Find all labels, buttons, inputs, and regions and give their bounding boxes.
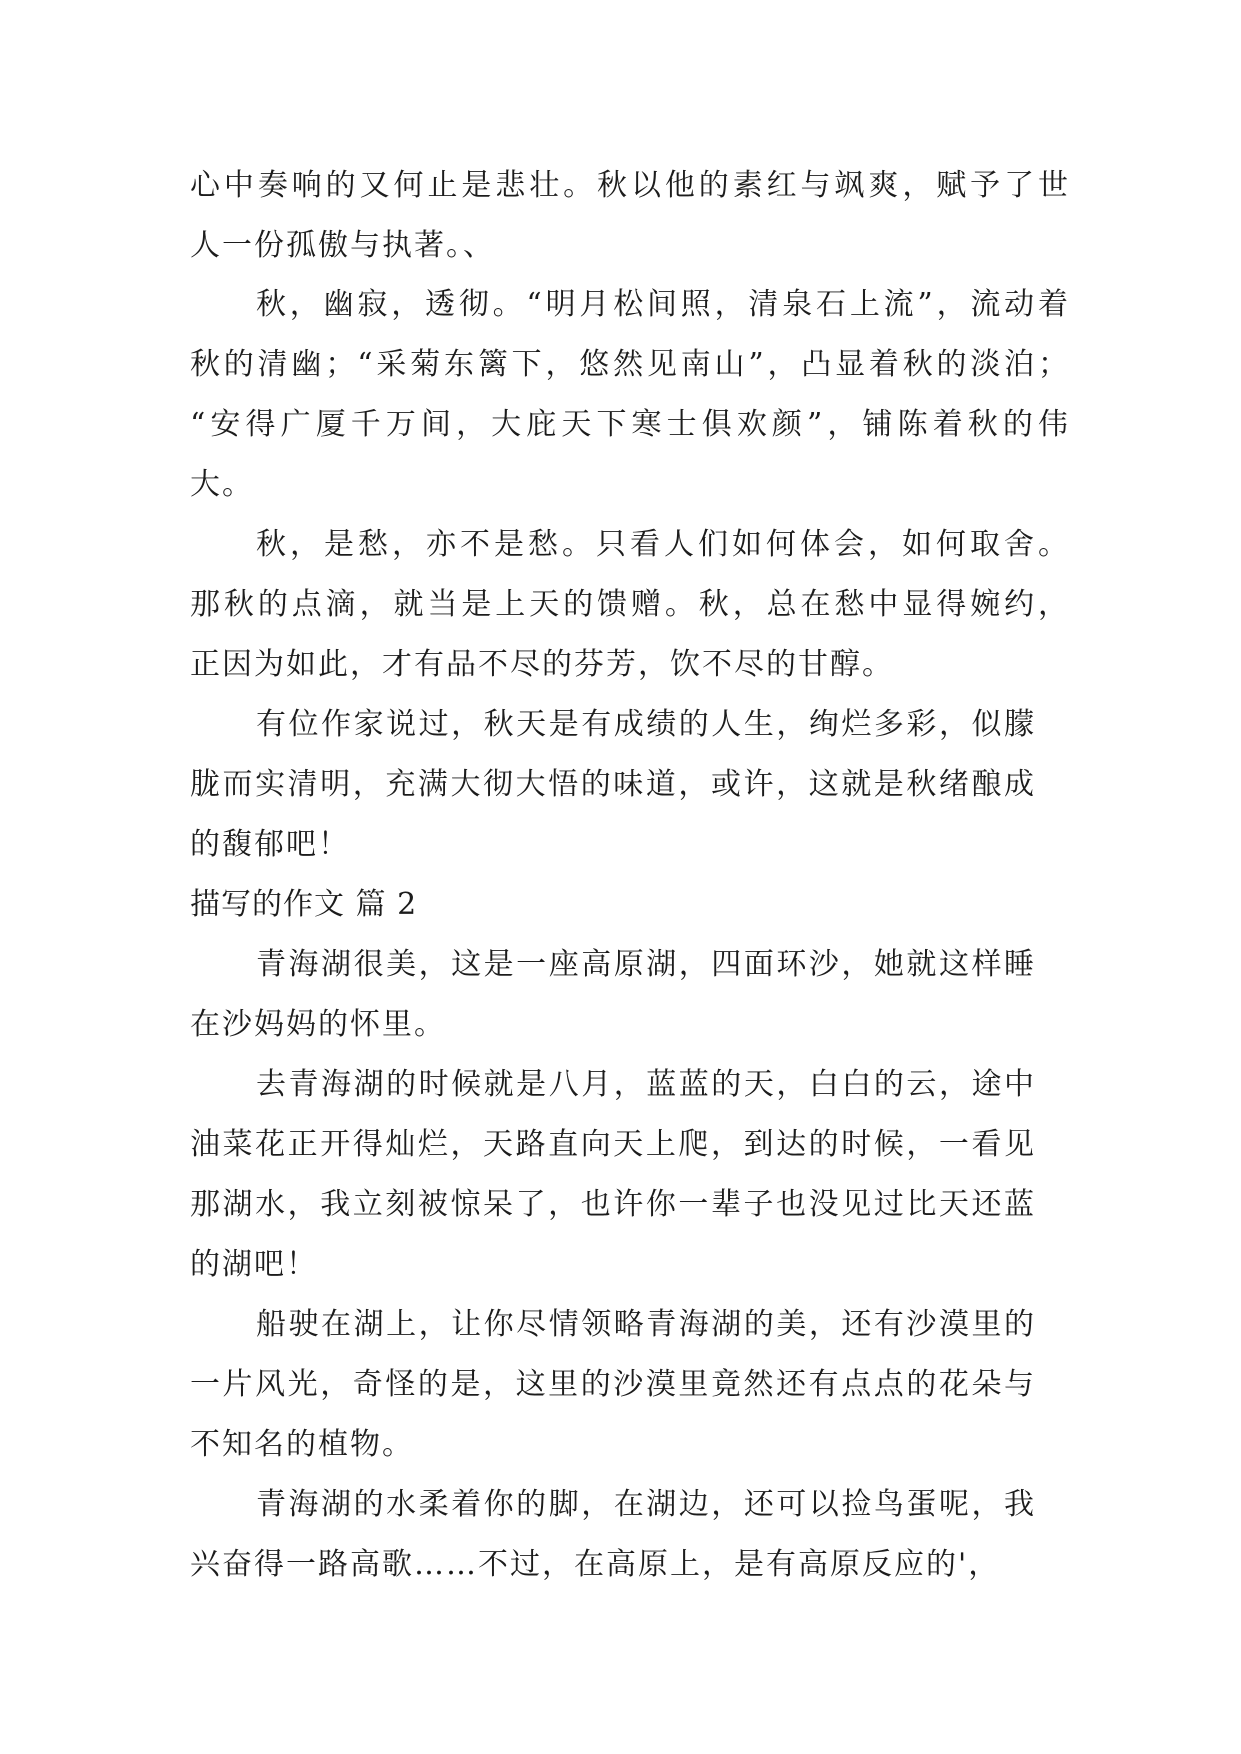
text-line: 正因为如此，才有品不尽的芬芳，饮不尽的甘醇。: [190, 647, 894, 682]
text-line: 心中奏响的又何止是悲壮。秋以他的素红与飒爽，赋予了世: [190, 168, 1070, 203]
paragraph-first-line: 有位作家说过，秋天是有成绩的人生，绚烂多彩，似朦: [256, 707, 1036, 742]
text-line: 人一份孤傲与执著。、: [190, 228, 495, 263]
text-line: 在沙妈妈的怀里。: [190, 1007, 446, 1042]
text-line: 兴奋得一路高歌……不过，在高原上，是有高原反应的'，: [190, 1547, 1001, 1582]
text-line: “安得广厦千万间，大庇天下寒士俱欢颜”，铺陈着秋的伟: [190, 407, 1070, 442]
paragraph-first-line: 青海湖的水柔着你的脚，在湖边，还可以捡鸟蛋呢，我: [256, 1487, 1036, 1522]
paragraph-first-line: 青海湖很美，这是一座高原湖，四面环沙，她就这样睡: [256, 947, 1036, 982]
paragraph-first-line: 去青海湖的时候就是八月，蓝蓝的天，白白的云，途中: [256, 1067, 1036, 1102]
text-line: 一片风光，奇怪的是，这里的沙漠里竟然还有点点的花朵与: [190, 1367, 1036, 1402]
text-line: 那湖水，我立刻被惊呆了，也许你一辈子也没见过比天还蓝: [190, 1187, 1036, 1222]
paragraph-first-line: 秋，是愁，亦不是愁。只看人们如何体会，如何取舍。: [256, 527, 1070, 562]
paragraph-first-line: 秋，幽寂，透彻。“明月松间照，清泉石上流”，流动着: [256, 287, 1070, 322]
text-line: 秋的清幽；“采菊东篱下，悠然见南山”，凸显着秋的淡泊；: [190, 347, 1070, 382]
text-line: 不知名的植物。: [190, 1427, 414, 1462]
text-line: 的湖吧！: [190, 1247, 318, 1282]
text-line: 油菜花正开得灿烂，天路直向天上爬，到达的时候，一看见: [190, 1127, 1036, 1162]
paragraph-first-line: 船驶在湖上，让你尽情领略青海湖的美，还有沙漠里的: [256, 1307, 1036, 1342]
section-heading: 描写的作文 篇 2: [190, 887, 418, 922]
text-line: 那秋的点滴，就当是上天的馈赠。秋，总在愁中显得婉约，: [190, 587, 1070, 622]
text-line: 大。: [190, 467, 254, 502]
text-line: 的馥郁吧！: [190, 827, 350, 862]
text-line: 胧而实清明，充满大彻大悟的味道，或许，这就是秋绪酿成: [190, 767, 1036, 802]
